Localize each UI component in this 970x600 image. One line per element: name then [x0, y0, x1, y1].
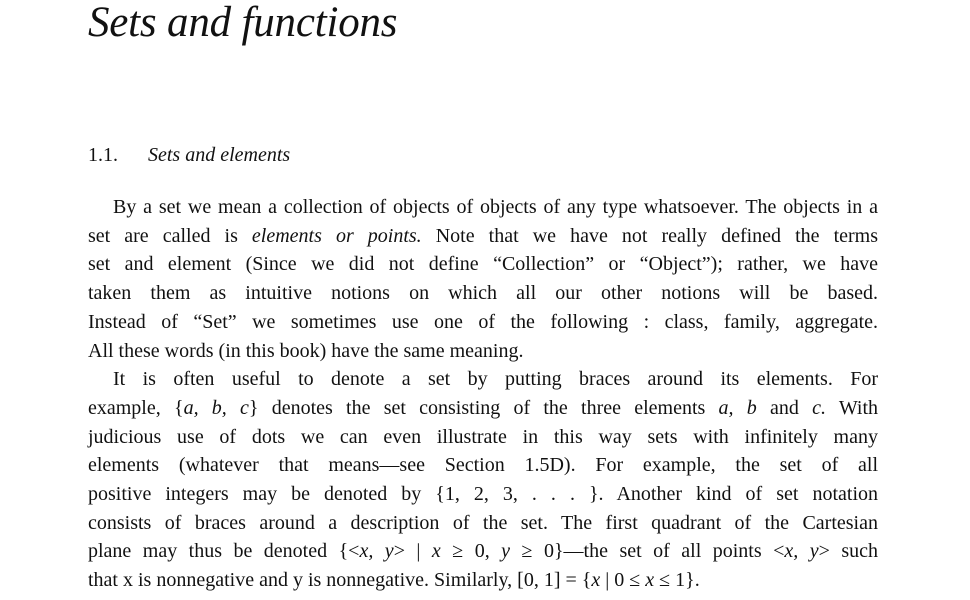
body-line: set are called is elements or points. Note that we have not really defined the terms	[88, 225, 879, 247]
body-line: By a set we mean a collection of objects of objects of any type whatsoever. The objects in a	[113, 196, 878, 218]
body-line: plane may thus be denoted {<x, y> | x ≥ 0, y ≥ 0}—the set of all points <x, y> such	[88, 540, 878, 562]
body-line: judicious use of dots we can even illustrate in this way sets with infinitely many	[88, 426, 878, 448]
italic-term: x	[591, 569, 601, 591]
italic-term: y	[501, 540, 511, 562]
italic-term: elements or points.	[251, 225, 422, 247]
body-line: set and element (Since we did not define “Collection” or “Object”); rather, we have	[88, 253, 878, 275]
body-line: elements (whatever that means—see Section 1.5D). For example, the set of all	[88, 454, 878, 476]
italic-term: x	[431, 540, 441, 562]
italic-term: a, b, c	[183, 397, 249, 419]
body-line: positive integers may be denoted by {1, 2, 3, . . . }. Another kind of set notation	[88, 483, 878, 505]
chapter-title: Sets and functions	[88, 0, 398, 46]
body-line: example, {a, b, c} denotes the set consisting of the three elements a, b and c. With	[88, 397, 879, 419]
italic-term: a, b	[718, 397, 757, 419]
body-line: All these words (in this book) have the same meaning.	[88, 340, 524, 362]
body-line: Instead of “Set” we sometimes use one of the following : class, family, aggregate.	[88, 311, 878, 333]
section-heading	[88, 142, 290, 168]
section-title: Sets and elements	[148, 144, 291, 166]
italic-term: x, y	[784, 540, 819, 562]
italic-term: x	[645, 569, 655, 591]
italic-term: x, y	[359, 540, 394, 562]
body-line: that x is nonnegative and y is nonnegative. Similarly, [0, 1] = {x | 0 ≤ x ≤ 1}.	[88, 569, 700, 591]
body-line: taken them as intuitive notions on which all our other notions will be based.	[88, 282, 878, 304]
body-line: consists of braces around a description of the set. The first quadrant of the Cartesian	[88, 512, 878, 534]
italic-term: c.	[812, 397, 826, 419]
body-line: It is often useful to denote a set by putting braces around its elements. For	[113, 368, 878, 390]
section-number: 1.1.	[88, 144, 118, 166]
